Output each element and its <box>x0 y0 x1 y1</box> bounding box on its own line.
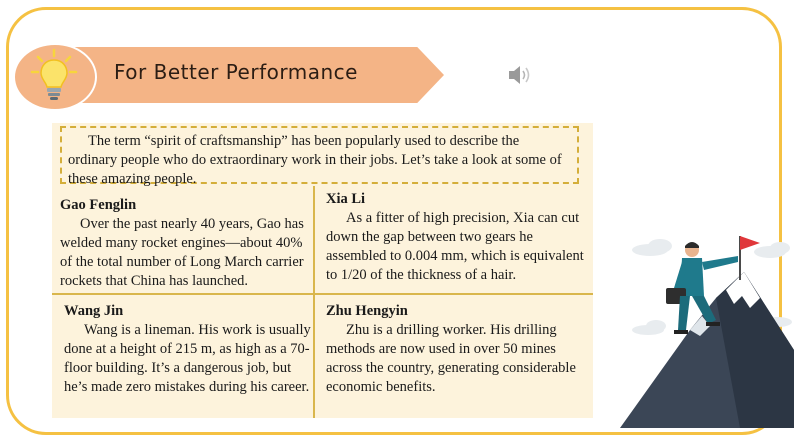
person-card-gao <box>60 196 312 291</box>
person-card-xia <box>326 190 588 285</box>
grid-divider-vertical <box>313 186 315 418</box>
intro-box <box>60 126 579 187</box>
person-description: Wang is a lineman. His work is usually done at a height of 215 m, as high as a 70-floor building. It’s a dangerous job, but he’s made zero mistakes during his career. <box>64 322 311 395</box>
person-name: Zhu Hengyin <box>326 303 408 319</box>
page-title: For Better Performance <box>114 60 358 84</box>
grid-divider-horizontal <box>52 293 593 295</box>
person-description: Over the past nearly 40 years, Gao has welded many rocket engines—about 40% of the total number of Long March carrier rockets that China has launched. <box>60 216 304 289</box>
person-name: Xia Li <box>326 191 366 207</box>
intro-text: The term “spirit of craftsmanship” has been popularly used to describe the ordinary people who do extraordinary work in their jobs. Let’s take a look at some of these amazing people. <box>68 133 562 187</box>
person-card-zhu <box>326 302 588 397</box>
person-description: As a fitter of high precision, Xia can cut down the gap between two gears he assembled to 0.004 mm, which is equivalent to 1/20 of the thickness of a hair. <box>326 210 584 283</box>
speaker-icon[interactable] <box>507 63 533 87</box>
person-description: Zhu is a drilling worker. His drilling methods are now used in over 50 mines across the country, generating considerable economic benefits. <box>326 322 576 395</box>
lightbulb-icon <box>30 48 78 102</box>
person-name: Gao Fenglin <box>60 197 137 213</box>
person-name: Wang Jin <box>64 303 124 319</box>
mountain-climber-illustration <box>620 180 794 428</box>
person-card-wang <box>64 302 312 397</box>
